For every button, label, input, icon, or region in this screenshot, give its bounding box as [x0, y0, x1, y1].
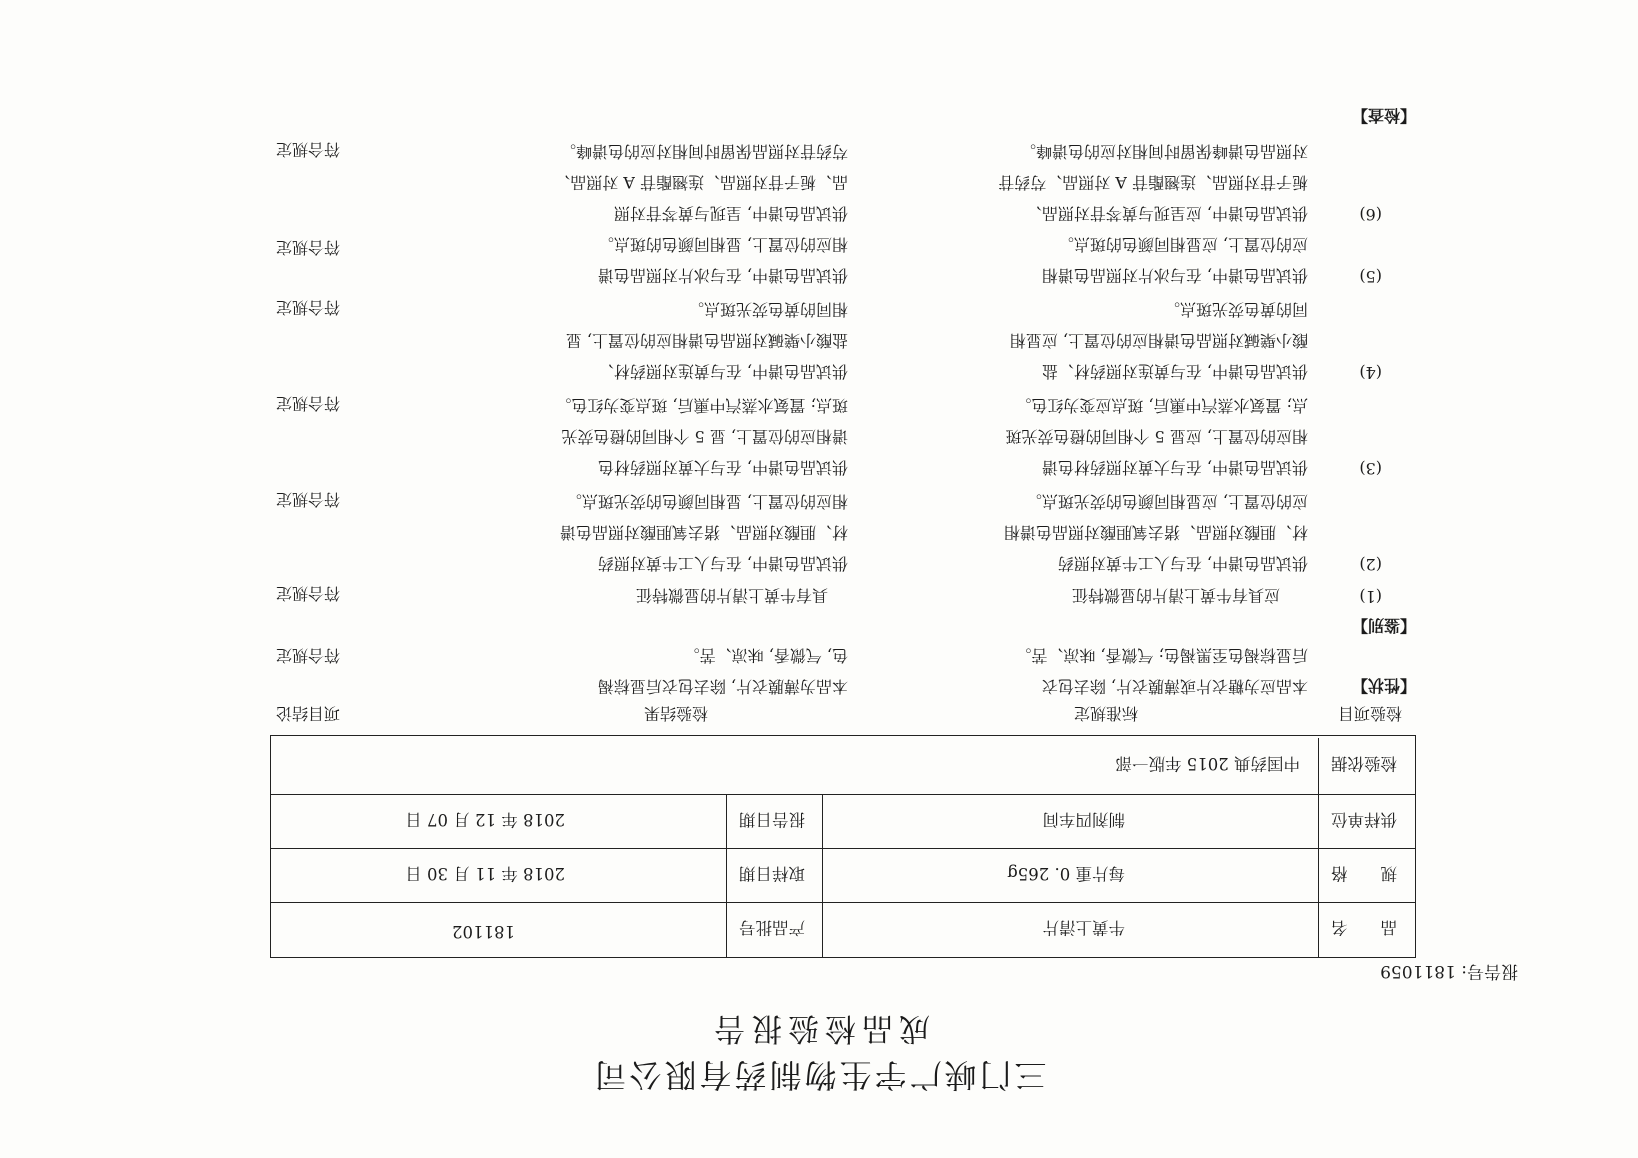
id-item-1-num: (1): [1359, 587, 1382, 606]
spec-value: 每片重 0. 265g: [1007, 864, 1125, 883]
basis-label: 检验依据: [1331, 754, 1397, 773]
sampling-date: 2018 年 11 月 30 日: [405, 864, 565, 883]
report-title: 成品检验报告: [708, 1010, 930, 1046]
report-number: 报告号: 1811059: [1380, 961, 1518, 981]
id-item-5-conclusion: 符合规定: [275, 238, 340, 257]
id-item-1-conclusion: 符合规定: [275, 584, 340, 603]
character-conclusion: 符合规定: [275, 646, 340, 665]
id-item-3-conclusion: 符合规定: [275, 394, 340, 413]
batch-label: 产品批号: [739, 918, 805, 937]
report-date: 2018 年 12 月 07 日: [405, 810, 565, 829]
product-name-label: 品 名: [1331, 918, 1397, 937]
id-item-1-result: 具有牛黄上清片的显微特征: [635, 586, 828, 605]
character-standard: 本品应为糖衣片或薄膜衣片, 除去包衣 后显棕褐色至黑褐色; 气微香, 味凉、苦。: [1015, 646, 1308, 696]
id-item-1-standard: 应具有牛黄上清片的显微特征: [1071, 586, 1280, 605]
supplier-value: 制剂四车间: [1042, 810, 1125, 829]
spec-label: 规 格: [1331, 864, 1397, 883]
character-label: 【性状】: [1351, 676, 1416, 695]
id-item-5-result: 供试品色谱中, 在与冰片对照品色谱 相应的位置上, 显相同颜色的斑点。: [597, 235, 848, 285]
basis-value: 中国药典 2015 年版一部: [1115, 754, 1300, 773]
inspection-label: 【检查】: [1351, 106, 1416, 125]
column-conclusion: 项目结论: [275, 704, 340, 723]
product-name: 牛黄上清片: [1042, 918, 1125, 937]
id-item-3-standard: 供试品色谱中, 在与大黄对照药材色谱 相应的位置上, 应显 5 个相同的橙色荧光斑 点; 置氨水蒸汽中熏后, 斑点应变为红色。: [1005, 396, 1308, 477]
id-item-3-num: (3): [1359, 459, 1382, 478]
id-item-2-conclusion: 符合规定: [275, 490, 340, 509]
report-date-label: 报告日期: [739, 810, 805, 829]
id-item-5-standard: 供试品色谱中, 在与冰片对照品色谱相 应的位置上, 应显相同颜色的斑点。: [1041, 235, 1308, 285]
id-item-6-conclusion: 符合规定: [275, 140, 340, 159]
id-item-6-standard: 供试品色谱中, 应呈现与黄芩苷对照品、 栀子苷对照品、连翘酯苷 A 对照品、芍药苷 对照品色谱峰保留时间相对应的色谱峰。: [998, 142, 1308, 223]
id-item-6-num: (6): [1359, 205, 1382, 224]
identification-label: 【鉴别】: [1351, 616, 1416, 635]
id-item-3-result: 供试品色谱中, 在与大黄对照药材色 谱相应的位置上, 显 5 个相同的橙色荧光 斑点; 置氨水蒸汽中熏后, 斑点变为红色。: [555, 396, 848, 477]
id-item-2-standard: 供试品色谱中, 在与人工牛黄对照药 材、胆酸对照品、猪去氧胆酸对照品色谱相 应的位置上, 应显相同颜色的荧光斑点。: [1003, 492, 1308, 573]
id-item-4-standard: 供试品色谱中, 在与黄连对照药材、盐 酸小檗碱对照品色谱相应的位置上, 应显相 同的黄色荧光斑点。: [1009, 300, 1308, 381]
id-item-5-num: (5): [1359, 267, 1382, 286]
id-item-4-num: (4): [1359, 363, 1382, 382]
batch-number: 181102: [452, 922, 515, 941]
column-standard: 标准规定: [1073, 704, 1138, 723]
id-item-4-conclusion: 符合规定: [275, 298, 340, 317]
id-item-4-result: 供试品色谱中, 在与黄连对照药材、 盐酸小檗碱对照品色谱相应的位置上, 显 相同的黄色荧光斑点。: [565, 300, 848, 381]
sampling-date-label: 取样日期: [739, 864, 805, 883]
supplier-label: 供样单位: [1331, 810, 1397, 829]
column-result: 检验结果: [643, 704, 708, 723]
column-item: 检验项目: [1337, 704, 1402, 723]
character-result: 本品为薄膜衣片, 除去包衣后显棕褐 色, 气微香, 味凉、苦。: [597, 646, 848, 696]
company-title: 三门峡广宇生物制药有限公司: [591, 1056, 1047, 1094]
id-item-2-result: 供试品色谱中, 在与人工牛黄对照药 材、胆酸对照品、猪去氧胆酸对照品色谱 相应的位置上, 显相同颜色的荧光斑点。: [559, 492, 848, 573]
id-item-6-result: 供试品色谱中, 呈现与黄芩苷对照 品、栀子苷对照品、连翘酯苷 A 对照品、 芍药苷对照品保留时间相对应的色谱峰。: [554, 142, 848, 223]
id-item-2-num: (2): [1359, 555, 1382, 574]
